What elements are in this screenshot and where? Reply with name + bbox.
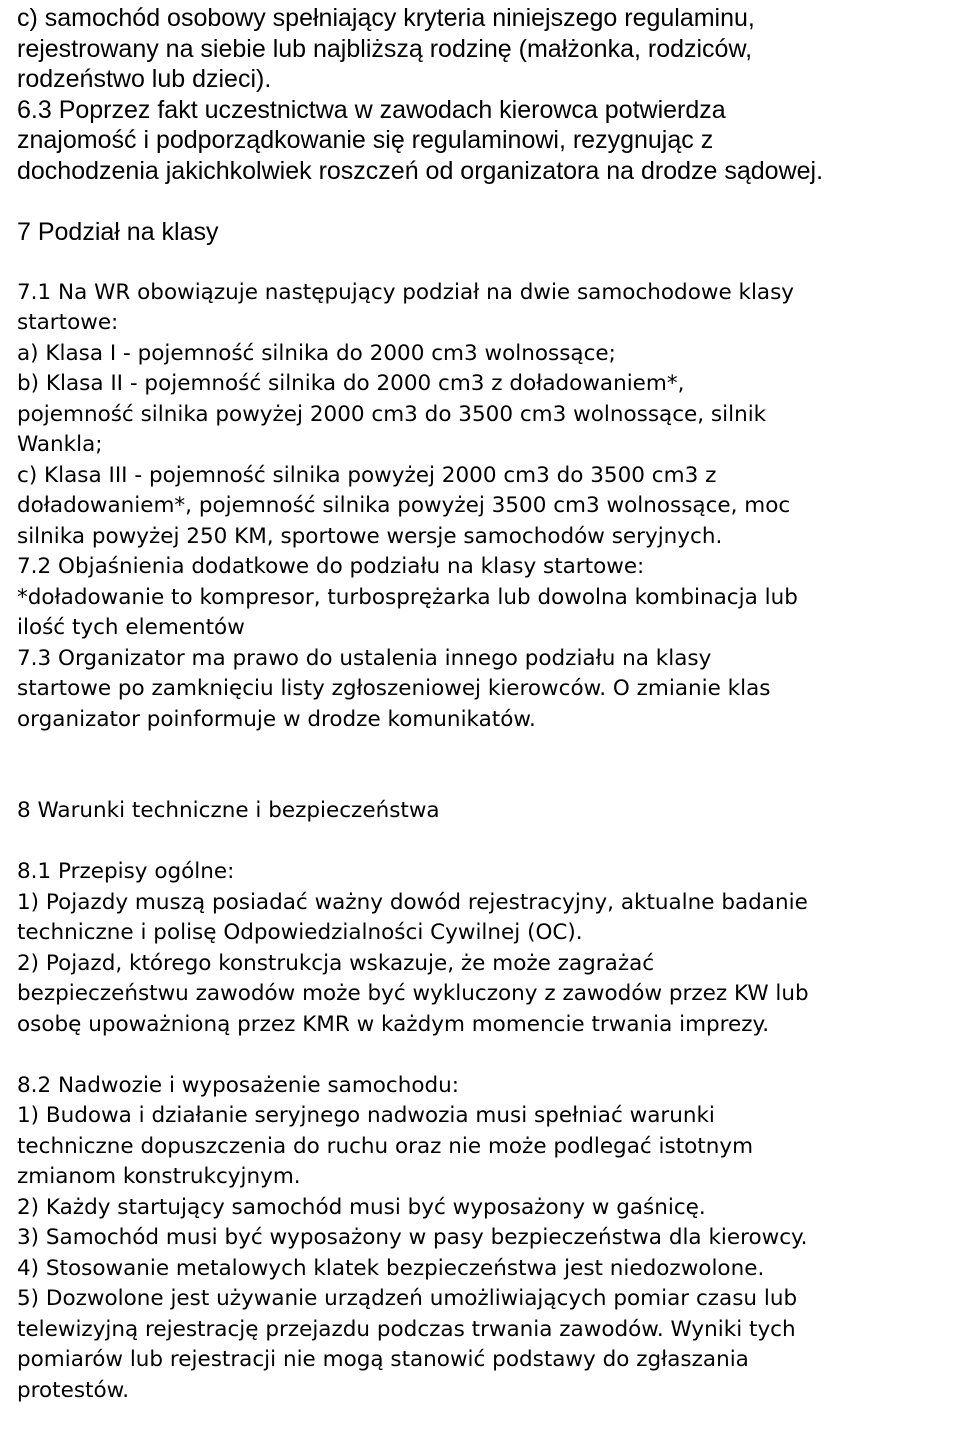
text-line: 8.1 Przepisy ogólne: (17, 859, 235, 884)
text-line: 1) Budowa i działanie seryjnego nadwozia musi spełniać warunki (17, 1103, 715, 1128)
blank-line (17, 186, 952, 217)
text-line: doładowaniem*, pojemność silnika powyżej 3500 cm3 wolnossące, moc (17, 493, 791, 518)
text-line: 7.3 Organizator ma prawo do ustalenia innego podziału na klasy (17, 645, 712, 671)
text-line: 2) Każdy startujący samochód musi być wyposażony w gaśnicę. (17, 1194, 706, 1220)
text-line: c) samochód osobowy spełniający kryteria niniejszego regulaminu, (17, 4, 755, 32)
text-line: c) Klasa III - pojemność silnika powyżej 2000 cm3 do 3500 cm3 z (17, 462, 717, 488)
text-line: b) Klasa II - pojemność silnika do 2000 cm3 z doładowaniem*, (17, 371, 685, 396)
text-line: 3) Samochód musi być wyposażony w pasy bezpieczeństwa dla kierowcy. (17, 1225, 808, 1250)
section-8-heading: 8 Warunki techniczne i bezpieczeństwa (17, 798, 440, 823)
text-line: Wankla; (17, 432, 103, 457)
blank-line (17, 766, 952, 797)
text-line: osobę upoważnioną przez KMR w każdym momencie trwania imprezy. (17, 1011, 770, 1037)
text-line: startowe po zamknięciu listy zgłoszeniowej kierowców. O zmianie klas (17, 676, 771, 701)
text-line: organizator poinformuje w drodze komunikatów. (17, 706, 536, 732)
text-line: protestów. (17, 1377, 130, 1403)
section-7-body (17, 278, 952, 1407)
text-line: *doładowanie to kompresor, turbosprężarka lub dowolna kombinacja lub (17, 584, 798, 610)
text-line: 7.1 Na WR obowiązuje następujący podział na dwie samochodowe klasy (17, 279, 795, 305)
text-line: 5) Dozwolone jest używanie urządzeń umożliwiających pomiar czasu lub (17, 1286, 798, 1311)
document-page (17, 3, 952, 1406)
text-line: techniczne i polisę Odpowiedzialności Cywilnej (OC). (17, 920, 583, 945)
text-line: 4) Stosowanie metalowych klatek bezpieczeństwa jest niedozwolone. (17, 1255, 765, 1281)
blank-line (17, 1040, 952, 1071)
section-6-tail (17, 3, 952, 278)
blank-line (17, 827, 952, 858)
text-line: 2) Pojazd, którego konstrukcja wskazuje, że może zagrażać (17, 950, 655, 976)
text-line: znajomość i podporządkowanie się regulaminowi, rezygnując z (17, 126, 714, 154)
text-line: silnika powyżej 250 KM, sportowe wersje samochodów seryjnych. (17, 523, 723, 549)
text-line: techniczne dopuszczenia do ruchu oraz nie może podlegać istotnym (17, 1133, 754, 1159)
blank-line (17, 735, 952, 766)
text-line: 1) Pojazdy muszą posiadać ważny dowód rejestracyjny, aktualne badanie (17, 889, 808, 915)
text-line: rejestrowany na siebie lub najbliższą rodzinę (małżonka, rodziców, (17, 34, 753, 63)
text-line: zmianom konstrukcyjnym. (17, 1164, 301, 1189)
text-line: ilość tych elementów (17, 615, 245, 640)
text-line: dochodzenia jakichkolwiek roszczeń od organizatora na drodze sądowej. (17, 156, 824, 185)
blank-line (17, 247, 952, 278)
text-line: telewizyjną rejestrację przejazdu podczas trwania zawodów. Wyniki tych (17, 1316, 796, 1342)
text-line: rodzeństwo lub dzieci). (17, 65, 272, 93)
text-line: pomiarów lub rejestracji nie mogą stanowić podstawy do zgłaszania (17, 1347, 749, 1372)
section-7-heading: 7 Podział na klasy (17, 217, 219, 246)
text-line: startowe: (17, 310, 119, 335)
text-line: 8.2 Nadwozie i wyposażenie samochodu: (17, 1072, 460, 1098)
text-line: 6.3 Poprzez fakt uczestnictwa w zawodach kierowca potwierdza (17, 95, 726, 124)
text-line: bezpieczeństwu zawodów może być wykluczony z zawodów przez KW lub (17, 981, 809, 1006)
text-line: 7.2 Objaśnienia dodatkowe do podziału na klasy startowe: (17, 554, 645, 579)
text-line: pojemność silnika powyżej 2000 cm3 do 3500 cm3 wolnossące, silnik (17, 401, 767, 427)
text-line: a) Klasa I - pojemność silnika do 2000 cm3 wolnossące; (17, 340, 616, 366)
